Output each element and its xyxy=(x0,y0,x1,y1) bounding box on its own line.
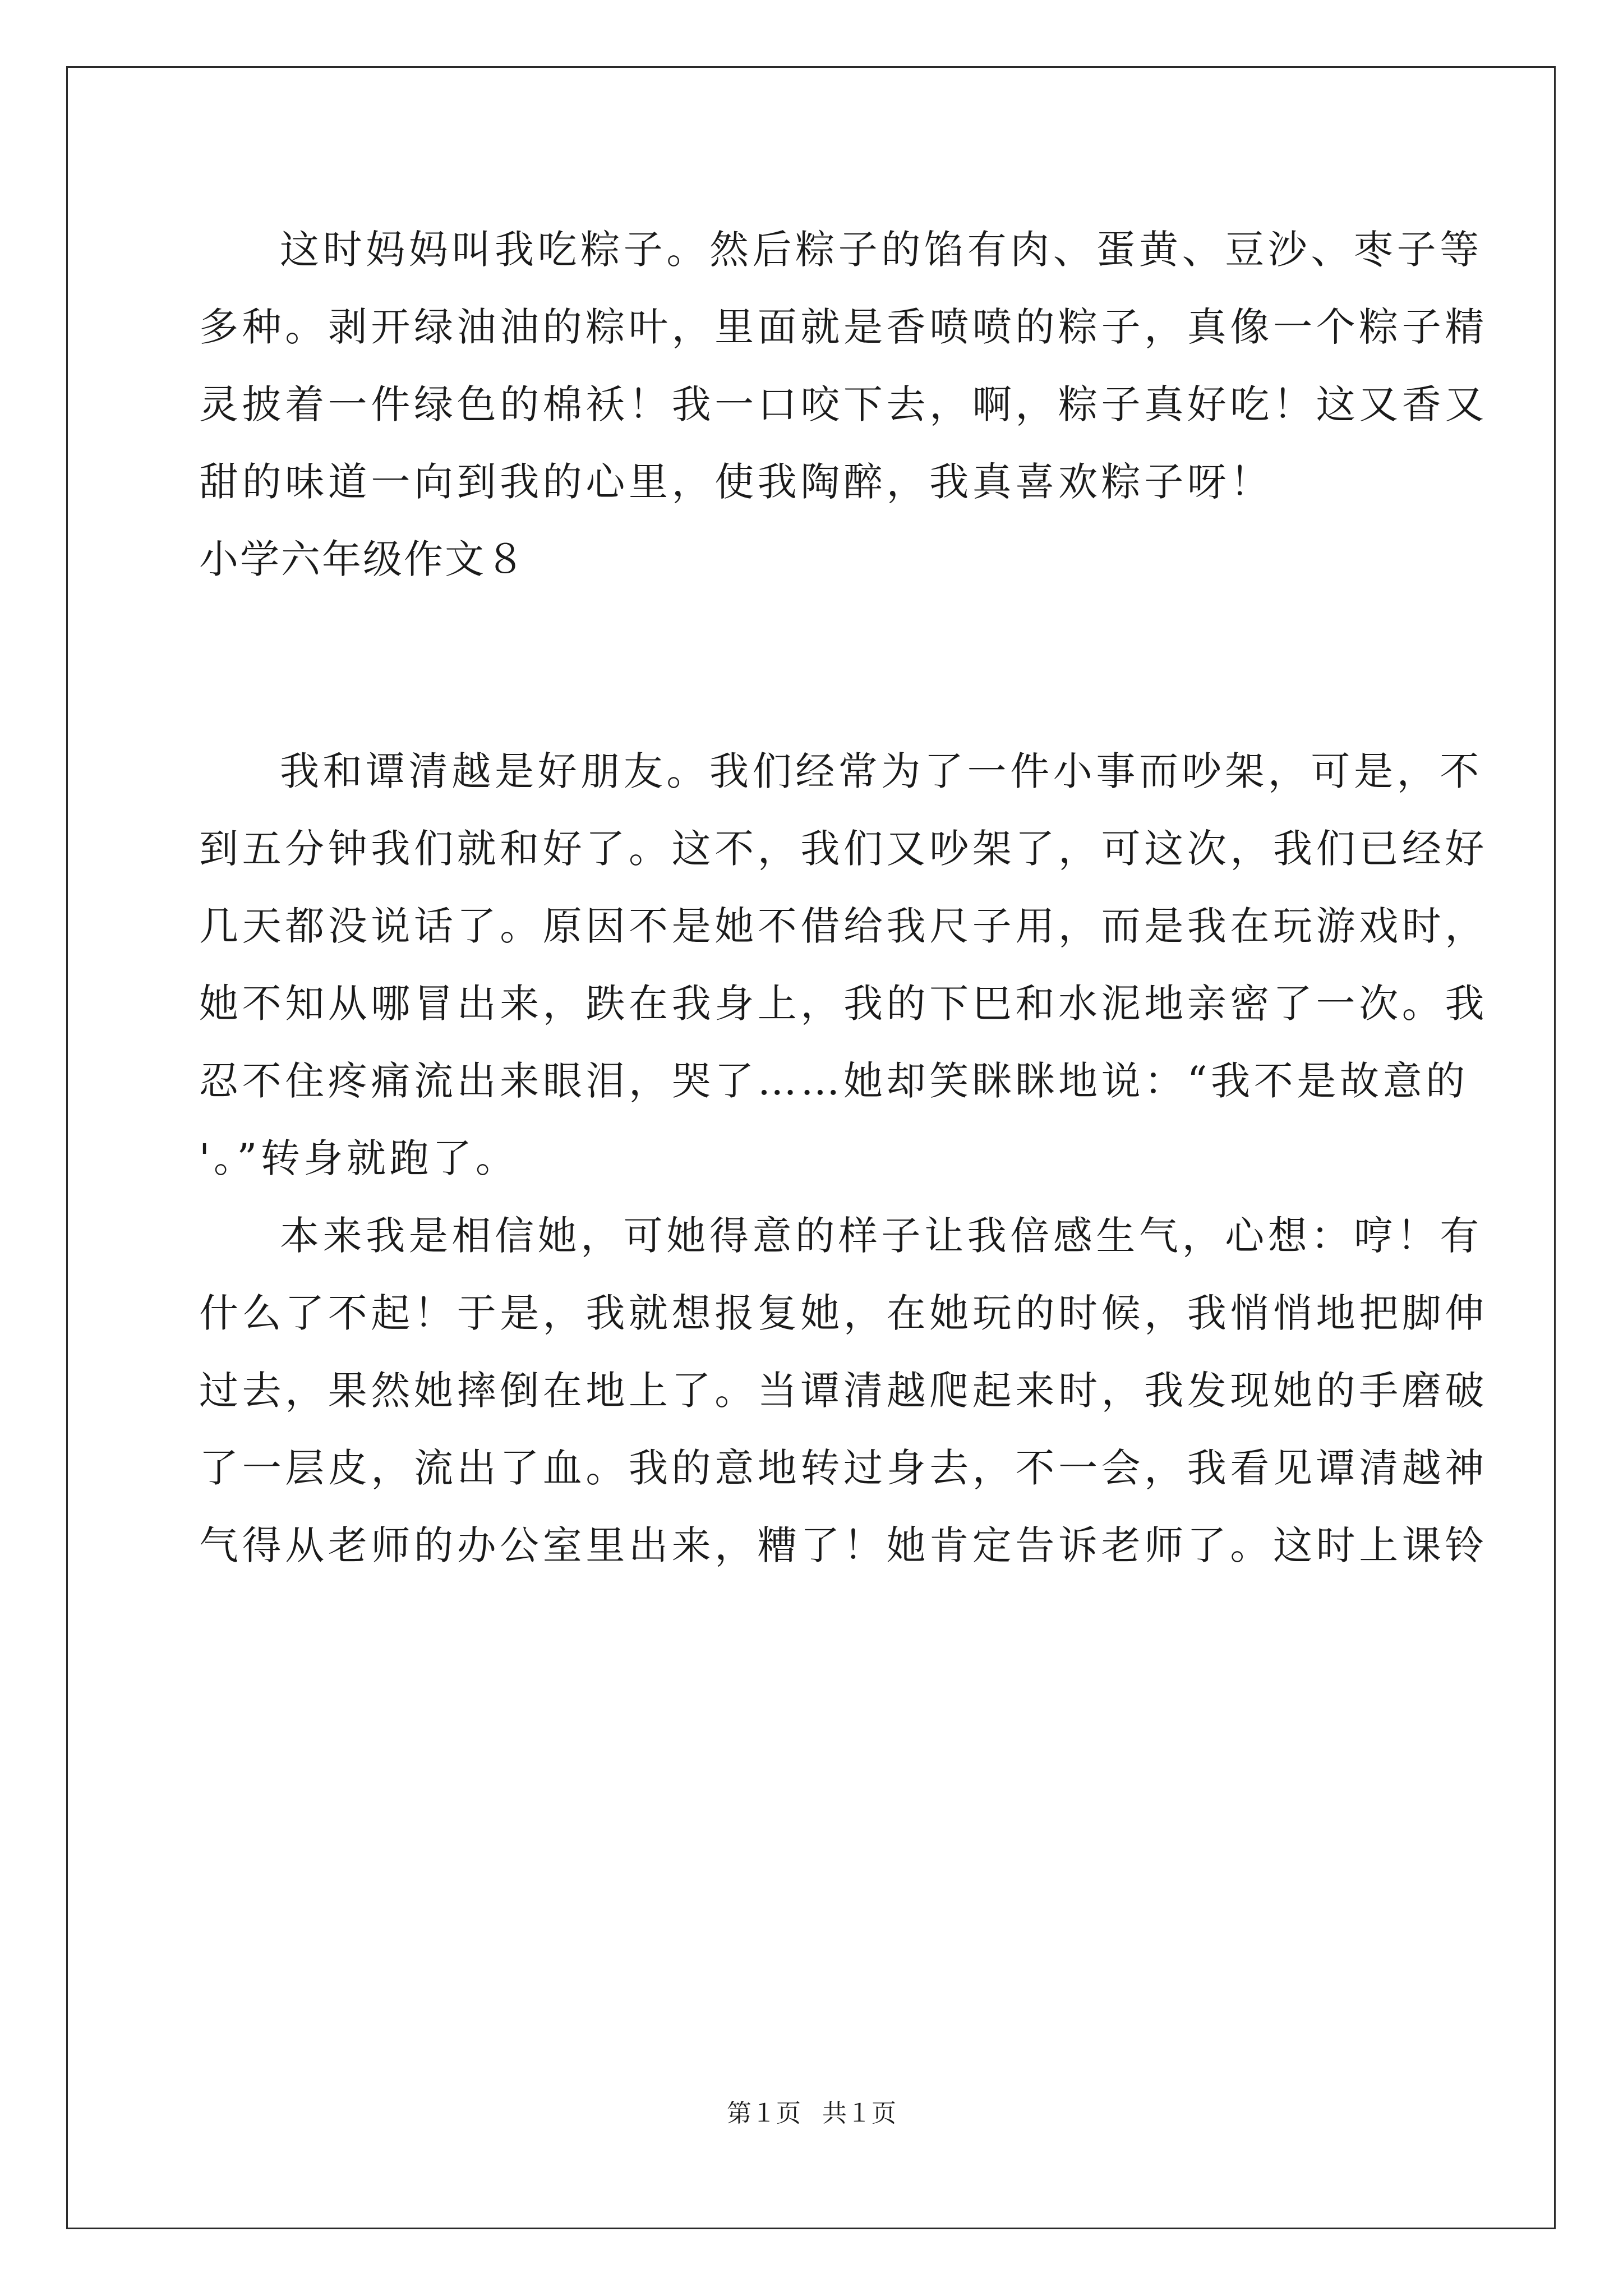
paragraph-line: 到五分钟我们就和好了。这不，我们又吵架了，可这次，我们已经好 xyxy=(199,826,1488,872)
paragraph-line: 灵披着一件绿色的棉袄！我一口咬下去，啊，粽子真好吃！这又香又 xyxy=(199,381,1488,427)
paragraph-line: 过去，果然她摔倒在地上了。当谭清越爬起来时，我发现她的手磨破 xyxy=(199,1368,1488,1414)
paragraph-line: 多种。剥开绿油油的粽叶，里面就是香喷喷的粽子，真像一个粽子精 xyxy=(199,304,1488,350)
paragraph-line: '。”转身就跑了。 xyxy=(199,1135,519,1181)
page-footer xyxy=(0,2098,1623,2129)
page-total: 共１页 xyxy=(822,2099,896,2128)
paragraph-line: 了一层皮，流出了血。我的意地转过身去，不一会，我看见谭清越神 xyxy=(199,1445,1488,1491)
paragraph-line: 甜的味道一向到我的心里，使我陶醉，我真喜欢粽子呀！ xyxy=(199,459,1273,505)
paragraph-line: 她不知从哪冒出来，跌在我身上，我的下巴和水泥地亲密了一次。我 xyxy=(199,981,1488,1027)
paragraph-line: 我和谭清越是好朋友。我们经常为了一件小事而吵架，可是，不 xyxy=(280,748,1483,794)
paragraph-line: 气得从老师的办公室里出来，糟了！她肯定告诉老师了。这时上课铃 xyxy=(199,1522,1488,1568)
paragraph-line: 什么了不起！于是，我就想报复她，在她玩的时候，我悄悄地把脚伸 xyxy=(199,1290,1488,1336)
paragraph-line: 本来我是相信她，可她得意的样子让我倍感生气，心想：哼！有 xyxy=(280,1213,1483,1259)
paragraph-line: 忍不住疼痛流出来眼泪，哭了……她却笑眯眯地说：“我不是故意的 xyxy=(199,1058,1469,1104)
paragraph-line: 几天都没说话了。原因不是她不借给我尺子用，而是我在玩游戏时， xyxy=(199,903,1488,949)
paragraph-line: 这时妈妈叫我吃粽子。然后粽子的馅有肉、蛋黄、豆沙、枣子等 xyxy=(280,227,1483,273)
page-number: 第１页 xyxy=(727,2099,801,2128)
section-heading: 小学六年级作文８ xyxy=(199,536,527,582)
